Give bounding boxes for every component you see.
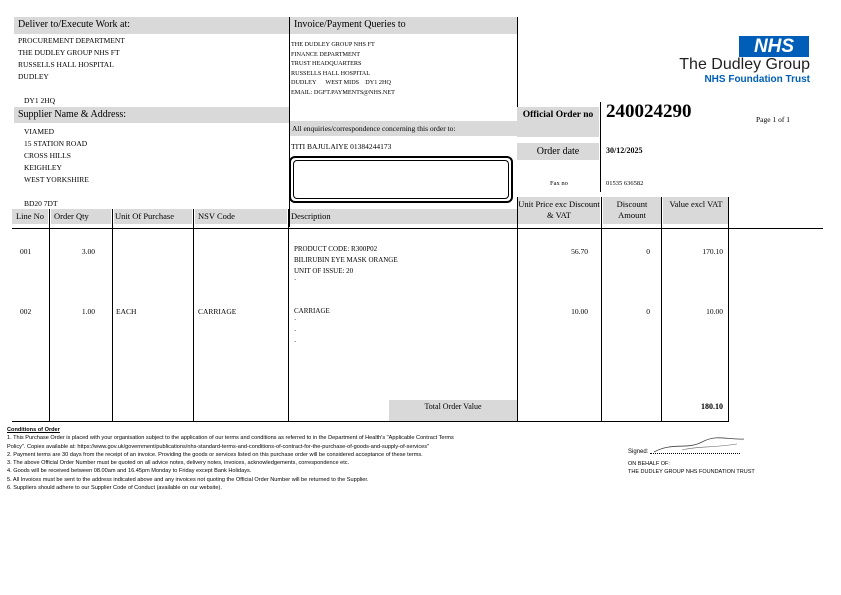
invoice-address [291,40,516,97]
supplier-address [24,126,89,186]
col-qty: Order Qty [51,209,111,224]
col-discount: Discount Amount [603,197,661,224]
invoice-line: RUSSELLS HALL HOSPITAL [291,69,371,77]
row1-price: 56.70 [571,247,588,256]
row2-qty: 1.00 [81,307,95,316]
trust-subtitle: NHS Foundation Trust [704,74,810,85]
nhs-badge: NHS [739,36,809,57]
order-date-label: Order date [517,143,599,160]
row1-description [294,244,398,288]
condition-line: 5. All Invoices must be sent to the address indicated above and any invoices not quoting the Official Order Number will be returned to the Supplier. [7,476,369,483]
row2-nsv: CARRIAGE [198,307,237,316]
col-description: Description [290,209,517,224]
desc-line: CARRIAGE [294,307,330,315]
supplier-line: 15 STATION ROAD [24,139,88,148]
col-unit-price: Unit Price exc Discount & VAT [518,197,600,224]
row1-discount: 0 [646,247,650,256]
order-date: 30/12/2025 [606,146,643,155]
col-line-no: Line No [12,209,48,224]
signature-block [628,460,755,476]
row2-unit: EACH [116,307,137,316]
invoice-heading: Invoice/Payment Queries to [290,17,517,34]
desc-line: ` [294,329,297,337]
page-indicator: Page 1 of 1 [756,115,790,124]
supplier-line: KEIGHLEY [24,163,62,172]
invoice-line: FINANCE DEPARTMENT [291,50,361,58]
col-nsv: NSV Code [195,209,287,224]
row2-price: 10.00 [571,307,588,316]
row1-line: 001 [20,247,32,256]
row2-description [294,306,330,350]
behalf-org: THE DUDLEY GROUP NHS FOUNDATION TRUST [628,469,755,475]
conditions [7,426,627,492]
row2-value: 10.00 [706,307,723,316]
condition-line: Policy". Copies available at: https://www.gov.uk/government/publications/nhs-standard-terms-and-conditions-of-contract-for-the-purchase-of-goods-and-supply-of-services" [7,443,430,450]
desc-line: UNIT OF ISSUE: 20 [294,267,354,275]
deliver-line: THE DUDLEY GROUP NHS FT [18,48,120,57]
row1-value: 170.10 [702,247,723,256]
desc-line: ` [294,318,297,326]
enquiries-contact: TITI BAJULAIYE 01384244173 [291,142,392,151]
condition-line: 1. This Purchase Order is placed with your organisation subject to the application of our terms and conditions as referred to in the Department of Health's "Applicable Contract Terms [7,435,454,442]
deliver-address [18,35,288,83]
col-value: Value excl VAT [663,197,729,224]
fax-label: Fax no [550,180,568,187]
supplier-postcode: BD20 7DT [24,199,58,208]
total-value: 180.10 [701,402,723,411]
invoice-line: EMAIL: DGFT.PAYMENTS@NHS.NET [291,88,395,96]
desc-line: BILIRUBIN EYE MASK ORANGE [294,256,398,264]
condition-line: 3. The above Official Order Number must be quoted on all advice notes, delivery notes, invoices, acknowledgements, correspondence etc. [7,460,350,467]
nhs-logo [632,34,832,104]
supplier-line: CROSS HILLS [24,151,71,160]
conditions-heading: Conditions of Order [7,427,60,433]
row2-discount: 0 [646,307,650,316]
supplier-heading: Supplier Name & Address: [14,107,289,123]
deliver-line: PROCUREMENT DEPARTMENT [18,36,125,45]
col-unit: Unit Of Purchase [114,209,192,224]
behalf-label: ON BEHALF OF: [628,461,670,467]
total-label: Total Order Value [389,400,517,421]
deliver-line: RUSSELLS HALL HOSPITAL [18,60,114,69]
condition-line: 6. Suppliers should adhere to our Supplier Code of Conduct (available on our website). [7,485,222,492]
desc-line: ` [294,340,297,348]
signature-mark [652,436,747,456]
supplier-line: VIAMED [24,127,54,136]
order-number: 240024290 [606,101,692,122]
deliver-heading: Deliver to/Execute Work at: [14,17,290,34]
invoice-line: DUDLEY WEST MIDS DY1 2HQ [291,79,391,86]
row2-line: 002 [20,307,32,316]
enquiries-heading: All enquiries/correspondence concerning this order to: [290,121,517,136]
condition-line: 4. Goods will be received between 08.00am and 16.45pm Monday to Friday except Bank Holidays. [7,468,252,475]
order-number-label: Official Order no [517,107,599,137]
deliver-line: DUDLEY [18,72,49,81]
invoice-line: THE DUDLEY GROUP NHS FT [291,41,375,48]
deliver-postcode: DY1 2HQ [24,96,56,105]
invoice-line: TRUST HEADQUARTERS [291,60,362,67]
desc-line: PRODUCT CODE: R300P02 [294,245,378,253]
fax-number: 01535 636582 [606,180,644,187]
row1-qty: 3.00 [81,247,95,256]
condition-line: 2. Payment terms are 30 days from the receipt of an invoice. Providing the goods or services listed on this purchase order will be considered acceptance of these terms. [7,451,423,458]
supplier-line: WEST YORKSHIRE [24,175,89,184]
signed-label: Signed: [628,449,649,455]
desc-line: ` [294,278,297,286]
notes-box [289,156,513,203]
trust-name: The Dudley Group [679,56,810,73]
